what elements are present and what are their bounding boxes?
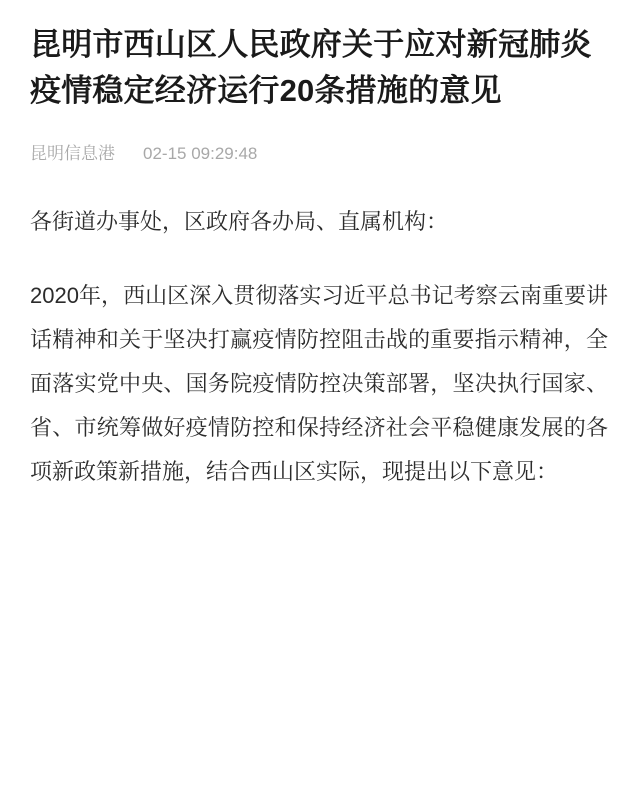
article-body [30, 200, 608, 494]
article-paragraph: 各街道办事处，区政府各办局、直属机构： [30, 209, 449, 234]
article-paragraph: 2020年，西山区深入贯彻落实习近平总书记考察云南重要讲话精神和关于坚决打赢疫情防控阻击战的重要指示精神，全面落实党中央、国务院疫情防控决策部署，坚决执行国家、省、市统筹做好疫情防控和保持经济社会平稳健康发展的各项新政策新措施，结合西山区实际，现提出以下意见： [30, 283, 608, 484]
page-title: 昆明市西山区人民政府关于应对新冠肺炎疫情稳定经济运行20条措施的意见 [30, 27, 592, 108]
article-source: 昆明信息港 [30, 144, 115, 163]
article-meta [30, 142, 608, 166]
article-timestamp: 02-15 09:29:48 [143, 144, 258, 163]
